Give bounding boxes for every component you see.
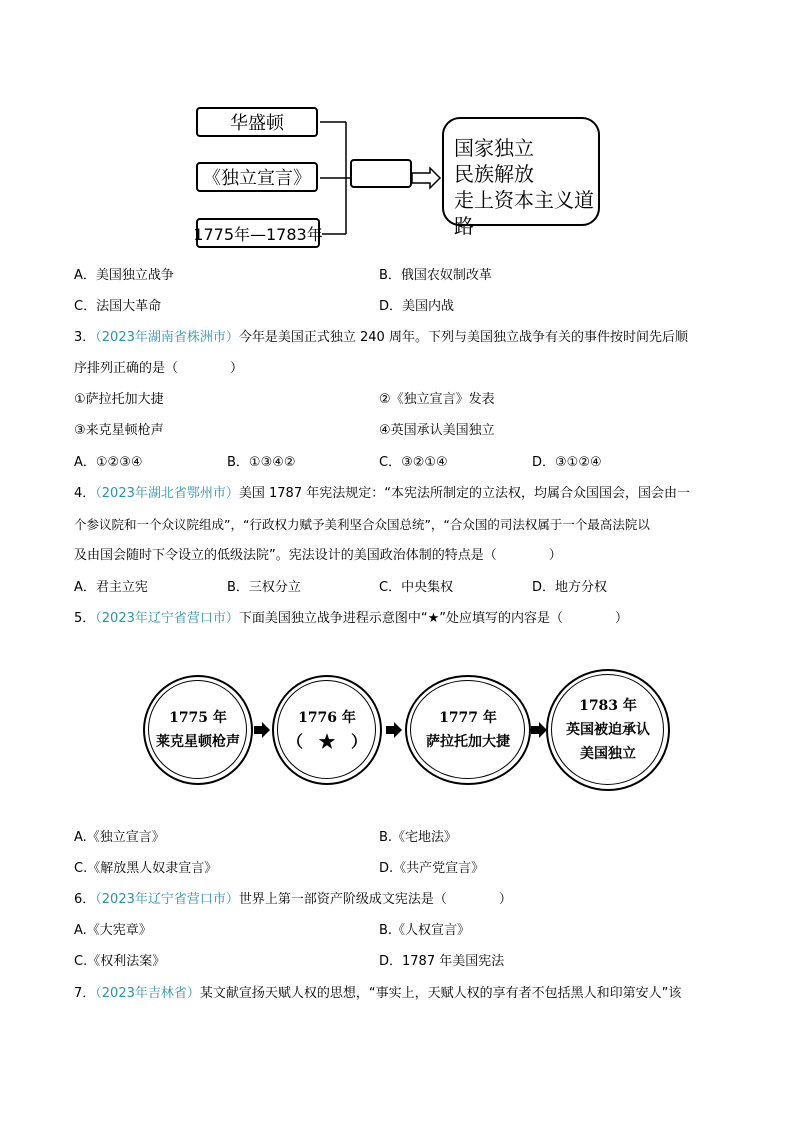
q2-option-b: B．俄国农奴制改革 [379,268,492,283]
circle-event: 萨拉托加大捷 [426,734,510,750]
timeline-circle-1777 [405,675,531,785]
q4-option-d: D．地方分权 [532,580,608,595]
q4-stem-line3: 及由国会随时下令设立的低级法院”。宪法设计的美国政治体制的特点是（ ） [74,548,562,563]
circle-event: 英国被迫承认 [566,722,650,738]
result-line: 民族解放 [454,162,534,186]
q4-option-b: B．三权分立 [227,580,301,595]
result-line: 走上资本主义道路 [454,188,594,238]
box-label: 1775年—1783年 [193,224,323,244]
box-label: 《独立宣言》 [203,168,311,189]
question-number: 7． [74,986,96,1001]
box-label: 华盛顿 [230,113,284,134]
q6-option-d: D．1787 年美国宪法 [379,954,505,969]
q4-stem-line2: 个参议院和一个众议院组成”，“行政权力赋予美利坚合众国总统”，“合众国的司法权属于一个最高法院以 [74,517,650,532]
circle-year: 1777 年 [439,710,497,726]
q4-option-a: A．君主立宪 [74,580,148,595]
q3-item-3: ③来克星顿枪声 [74,423,164,438]
q3-option-b: B．①③④② [227,455,296,470]
arrow-icon [386,722,402,738]
q3-stem-line1 [74,329,688,347]
q5-option-b: B.《宅地法》 [379,830,458,845]
question-source: （2023年湖南省株洲市） [95,330,239,345]
question-text: 美国 1787 年宪法规定：“本宪法所制定的立法权，均属合众国国会，国会由一 [238,486,690,501]
diagram-box-years [193,218,323,248]
diagram-result-box [442,117,600,238]
q5-option-c: C.《解放黑人奴隶宣言》 [74,861,218,876]
q5-option-d: D.《共产党宣言》 [379,861,485,876]
q3-item-4: ④英国承认美国独立 [379,423,495,438]
q5-stem [74,610,628,628]
circle-event: 莱克星顿枪声 [156,734,240,750]
timeline-circle-1775 [143,675,253,785]
question-source: （2023年吉林省） [95,986,200,1001]
circle-year: 1776 年 [298,710,356,726]
q7-stem [74,985,681,1003]
q2-option-a: A．美国独立战争 [74,268,174,283]
q3-item-1: ①萨拉托加大捷 [74,392,164,407]
circle-year: 1783 年 [579,698,637,714]
q5-option-a: A.《独立宣言》 [74,830,165,845]
question-number: 6． [74,892,96,907]
question-text: 某文献宣扬天赋人权的思想，“事实上，天赋人权的享有者不包括黑人和印第安人”该 [199,986,682,1001]
circle-event: （ ★ ） [286,732,367,751]
question-text: 今年是美国正式独立 240 周年。下列与美国独立战争有关的事件按时间先后顺 [238,330,688,345]
circle-year: 1775 年 [169,710,227,726]
diagram-blank-box [350,159,412,188]
q3-option-a: A．①②③④ [74,455,143,470]
question-number: 3． [74,330,96,345]
q2-option-d: D．美国内战 [379,299,455,314]
circle-event-line2: 美国独立 [580,746,636,762]
question-text: 下面美国独立战争进程示意图中“★”处应填写的内容是（ ） [238,611,628,626]
q6-option-b: B.《人权宣言》 [379,923,471,938]
arrow-icon [531,722,547,738]
question-source: （2023年湖北省鄂州市） [95,486,239,501]
result-line: 国家独立 [454,136,534,160]
q3-stem-line2: 序排列正确的是（ ） [74,361,244,376]
q6-option-c: C.《权利法案》 [74,954,166,969]
q4-stem-line1 [74,485,690,503]
question-source: （2023年辽宁省营口市） [95,611,239,626]
q6-stem [74,891,512,909]
q4-option-c: C．中央集权 [379,580,454,595]
diagram-box-declaration [196,162,318,192]
q3-option-c: C．③②①④ [379,455,448,470]
question-number: 5． [74,611,96,626]
question-source: （2023年辽宁省营口市） [95,892,239,907]
q2-option-c: C．法国大革命 [74,299,162,314]
question-number: 4． [74,486,96,501]
diagram-box-washington [196,107,318,137]
timeline-circle-1783 [546,669,670,791]
timeline-circle-1776 [272,675,382,785]
question-text: 世界上第一部资产阶级成文宪法是（ ） [238,892,512,907]
arrow-icon [254,722,270,738]
q3-item-2: ②《独立宣言》发表 [379,392,495,407]
q6-option-a: A.《大宪章》 [74,923,152,938]
q3-option-d: D．③①②④ [532,455,602,470]
